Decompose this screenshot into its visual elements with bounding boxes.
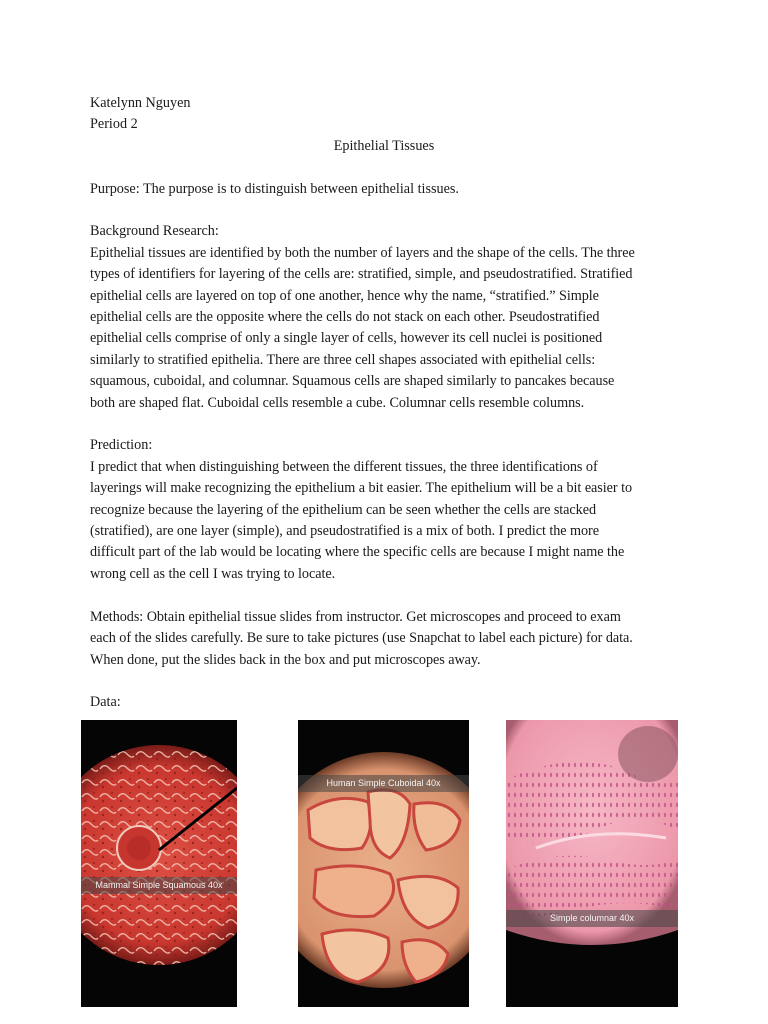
author-name: Katelynn Nguyen — [90, 95, 191, 111]
document-title: Epithelial Tissues — [333, 137, 435, 154]
prediction-line: recognize because the layering of the epithelium can be seen whether the cells are stacked — [90, 501, 597, 518]
micrograph-simple-squamous — [81, 720, 237, 1007]
background-line: types of identifiers for layering of the cells are: stratified, simple, and pseudostratified. Stratified — [90, 266, 633, 283]
class-period: Period 2 — [90, 116, 138, 133]
photo-caption: Simple columnar 40x — [506, 910, 678, 927]
purpose-paragraph: Purpose: The purpose is to distinguish between epithelial tissues. — [90, 180, 459, 197]
prediction-line: wrong cell as the cell I was trying to locate. — [90, 565, 336, 582]
background-line: Epithelial tissues are identified by both the number of layers and the shape of the cells. The three — [90, 244, 635, 261]
methods-paragraph — [90, 607, 680, 671]
background-paragraph — [90, 243, 680, 414]
photo-caption: Human Simple Cuboidal 40x — [298, 775, 469, 792]
methods-line: When done, put the slides back in the box and put microscopes away. — [90, 651, 481, 668]
background-line: both are shaped flat. Cuboidal cells resemble a cube. Columnar cells resemble columns. — [90, 394, 585, 411]
background-line: epithelial cells are the opposite where the cells do not stack on each other. Pseudostratified — [90, 309, 600, 326]
background-line: epithelial cells are layered on top of one another, hence why the name, “stratified.” Simple — [90, 287, 599, 304]
prediction-line: difficult part of the lab would be locating where the specific cells are because I might name the — [90, 544, 625, 561]
document-body — [90, 93, 680, 714]
microscope-view-image — [81, 720, 237, 1007]
prediction-line: layerings will make recognizing the epithelium a bit easier. The epithelium will be a bit easier to — [90, 480, 633, 497]
background-heading: Background Research: — [90, 223, 219, 240]
prediction-line: I predict that when distinguishing between the different tissues, the three identifications of — [90, 458, 598, 475]
methods-line: each of the slides carefully. Be sure to take pictures (use Snapchat to label each picture) for data. — [90, 630, 633, 647]
background-line: squamous, cuboidal, and columnar. Squamous cells are shaped similarly to pancakes because — [90, 373, 615, 390]
data-heading: Data: — [90, 694, 121, 711]
prediction-paragraph — [90, 457, 680, 585]
background-line: epithelial cells comprise of only a single layer of cells, however its cell nuclei is positioned — [90, 330, 603, 347]
microscope-view-image — [298, 720, 469, 1007]
micrograph-simple-cuboidal — [298, 720, 469, 1007]
prediction-heading: Prediction: — [90, 437, 153, 454]
prediction-line: (stratified), are one layer (simple), and pseudostratified is a mix of both. I predict the more — [90, 523, 599, 540]
photo-caption: Mammal Simple Squamous 40x — [81, 877, 237, 894]
microscope-view-image — [506, 720, 678, 1007]
micrograph-simple-columnar — [506, 720, 678, 1007]
methods-line: Methods: Obtain epithelial tissue slides from instructor. Get microscopes and proceed to exam — [90, 608, 621, 625]
background-line: similarly to stratified epithelia. There are three cell shapes associated with epithelial cells: — [90, 351, 596, 368]
data-photos — [0, 720, 768, 1008]
